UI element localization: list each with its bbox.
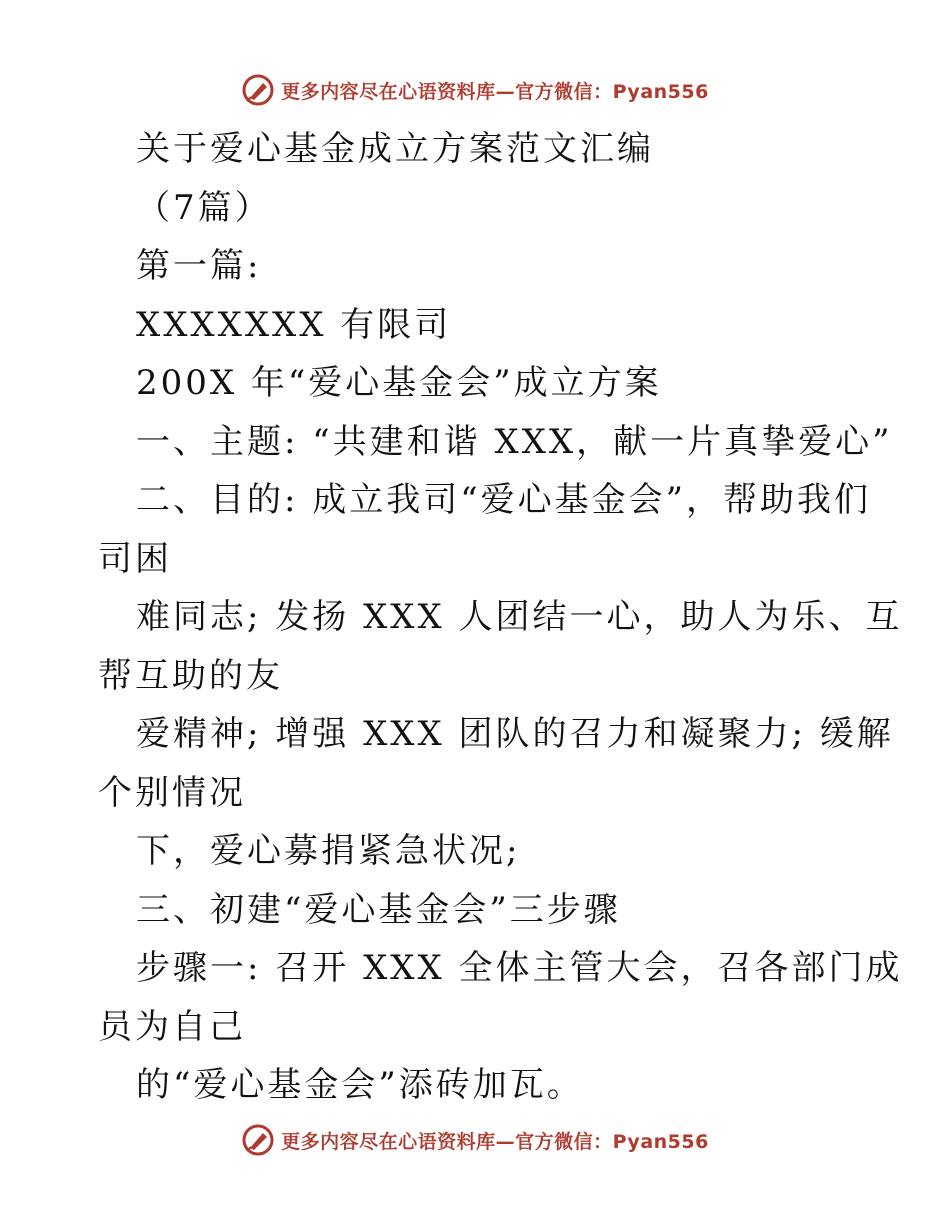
plan-title: 200X 年“爱心基金会”成立方案: [136, 363, 662, 403]
company-name: XXXXXXX 有限司: [136, 304, 452, 345]
paragraph-line: 帮互助的友: [98, 655, 283, 696]
header-banner: [0, 70, 950, 110]
document-title: 关于爱心基金成立方案范文汇编: [136, 129, 654, 169]
paragraph-line: 难同志; 发扬 XXX 人团结一心，助人为乐、互: [136, 597, 903, 637]
paragraph-line: 一、主题: “共建和谐 XXX，献一片真挚爱心”: [136, 421, 893, 462]
document-body: [98, 120, 903, 1115]
header-banner-text: 更多内容尽在心语资料库—官方微信：Pyan556: [281, 80, 709, 103]
paragraph-line: 的“爱心基金会”添砖加瓦。: [136, 1065, 584, 1105]
footer-banner: [0, 1120, 950, 1160]
paragraph-line: 下，爱心募捐紧急状况;: [136, 831, 521, 871]
paragraph-line: 二、目的: 成立我司“爱心基金会”，帮助我们: [136, 480, 872, 520]
pen-nib-logo-icon: [241, 73, 275, 107]
pen-nib-logo-icon: [241, 1123, 275, 1157]
section-heading: 第一篇:: [136, 246, 262, 286]
paragraph-line: 个别情况: [98, 772, 246, 813]
paragraph-line: 司困: [98, 538, 172, 579]
paragraph-line: 三、初建“爱心基金会”三步骤: [136, 889, 621, 930]
paragraph-line: 步骤一: 召开 XXX 全体主管大会，召各部门成: [136, 948, 903, 988]
paragraph-line: 爱精神; 增强 XXX 团队的召力和凝聚力; 缓解: [136, 714, 894, 754]
paragraph-line: 员为自己: [98, 1006, 246, 1047]
footer-banner-text: 更多内容尽在心语资料库—官方微信：Pyan556: [281, 1130, 709, 1153]
document-subtitle: （7篇）: [136, 187, 272, 228]
